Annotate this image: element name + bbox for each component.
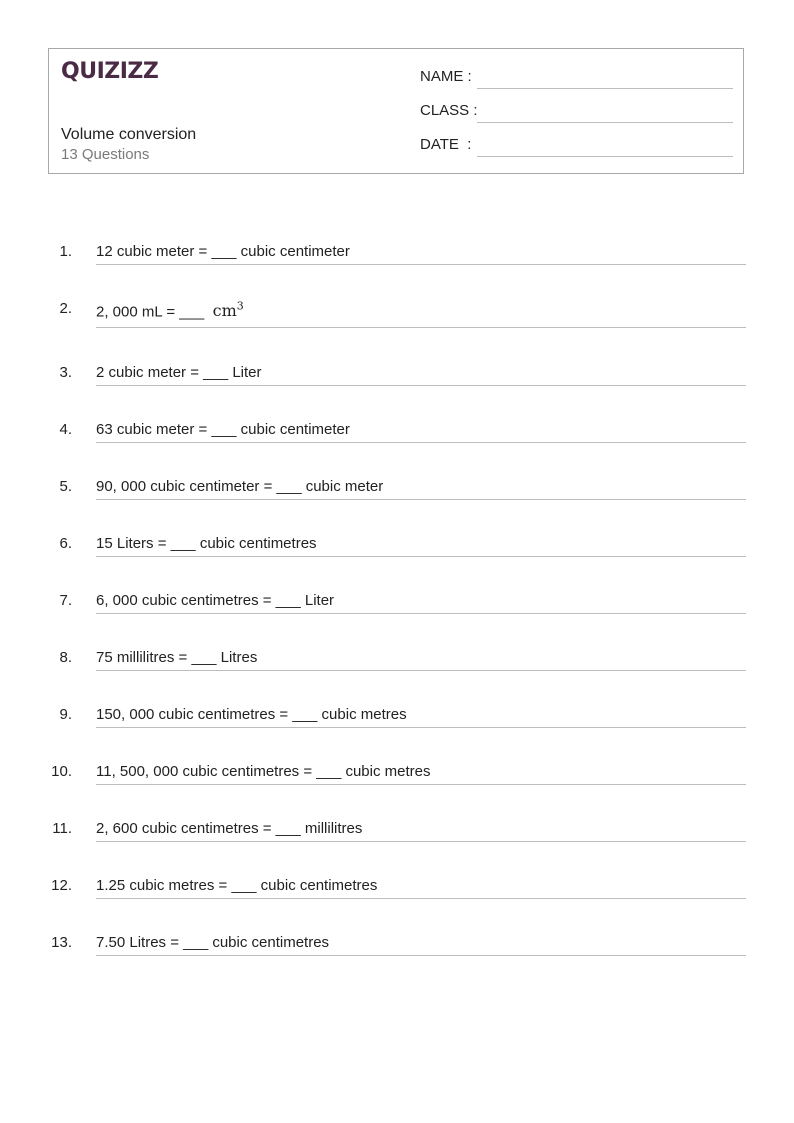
question-number: 12. [51, 877, 72, 894]
answer-line[interactable] [96, 442, 746, 443]
name-field[interactable] [420, 68, 733, 92]
answer-line[interactable] [96, 264, 746, 265]
unit-symbol [213, 301, 244, 320]
answer-line[interactable] [96, 784, 746, 785]
question-text: 11, 500, 000 cubic centimetres = ___ cubic metres [96, 763, 431, 780]
question-item [48, 421, 746, 451]
answer-line[interactable] [96, 727, 746, 728]
question-number: 1. [59, 243, 72, 260]
question-number: 5. [59, 478, 72, 495]
name-label: NAME : [420, 68, 472, 85]
question-text: 15 Liters = ___ cubic centimetres [96, 535, 317, 552]
question-text: 1.25 cubic metres = ___ cubic centimetres [96, 877, 378, 894]
question-text: 7.50 Litres = ___ cubic centimetres [96, 934, 330, 951]
question-number: 3. [59, 364, 72, 381]
question-item [48, 706, 746, 736]
question-number: 8. [59, 649, 72, 666]
question-item [48, 300, 746, 330]
answer-line[interactable] [96, 841, 746, 842]
question-number: 9. [59, 706, 72, 723]
question-item [48, 535, 746, 565]
question-number: 10. [51, 763, 72, 780]
question-text: 63 cubic meter = ___ cubic centimeter [96, 421, 350, 438]
answer-line[interactable] [96, 613, 746, 614]
question-count: 13 Questions [61, 146, 150, 163]
question-number: 4. [59, 421, 72, 438]
question-item [48, 592, 746, 622]
question-text [96, 300, 244, 320]
answer-line[interactable] [96, 327, 746, 328]
unit-base: cm [212, 301, 237, 321]
answer-line[interactable] [96, 670, 746, 671]
question-text: 2, 600 cubic centimetres = ___ millilitres [96, 820, 363, 837]
quizizz-logo: QUIZIZZ [61, 59, 159, 84]
answer-line[interactable] [96, 955, 746, 956]
question-item [48, 877, 746, 907]
class-line[interactable] [477, 122, 733, 123]
question-text: 90, 000 cubic centimeter = ___ cubic meter [96, 478, 384, 495]
question-item [48, 243, 746, 273]
question-number: 6. [59, 535, 72, 552]
class-field[interactable] [420, 102, 733, 126]
question-text: 6, 000 cubic centimetres = ___ Liter [96, 592, 335, 609]
question-text-main: 2, 000 mL = ___ [96, 303, 213, 321]
question-item [48, 934, 746, 964]
worksheet-header [48, 48, 744, 174]
question-item [48, 649, 746, 679]
question-number: 13. [51, 934, 72, 951]
answer-line[interactable] [96, 385, 746, 386]
question-text: 75 millilitres = ___ Litres [96, 649, 258, 666]
question-number: 7. [59, 592, 72, 609]
date-label: DATE : [420, 136, 472, 153]
question-text: 150, 000 cubic centimetres = ___ cubic metres [96, 706, 407, 723]
name-line[interactable] [477, 88, 733, 89]
question-number: 2. [59, 300, 72, 317]
question-item [48, 820, 746, 850]
answer-line[interactable] [96, 499, 746, 500]
class-label: CLASS : [420, 102, 478, 119]
question-text: 12 cubic meter = ___ cubic centimeter [96, 243, 350, 260]
question-item [48, 364, 746, 394]
date-line[interactable] [477, 156, 733, 157]
unit-exponent: 3 [236, 300, 244, 313]
date-field[interactable] [420, 136, 733, 160]
question-text: 2 cubic meter = ___ Liter [96, 364, 262, 381]
question-number: 11. [52, 820, 72, 837]
answer-line[interactable] [96, 898, 746, 899]
question-item [48, 763, 746, 793]
question-item [48, 478, 746, 508]
answer-line[interactable] [96, 556, 746, 557]
worksheet-title: Volume conversion [61, 126, 197, 143]
